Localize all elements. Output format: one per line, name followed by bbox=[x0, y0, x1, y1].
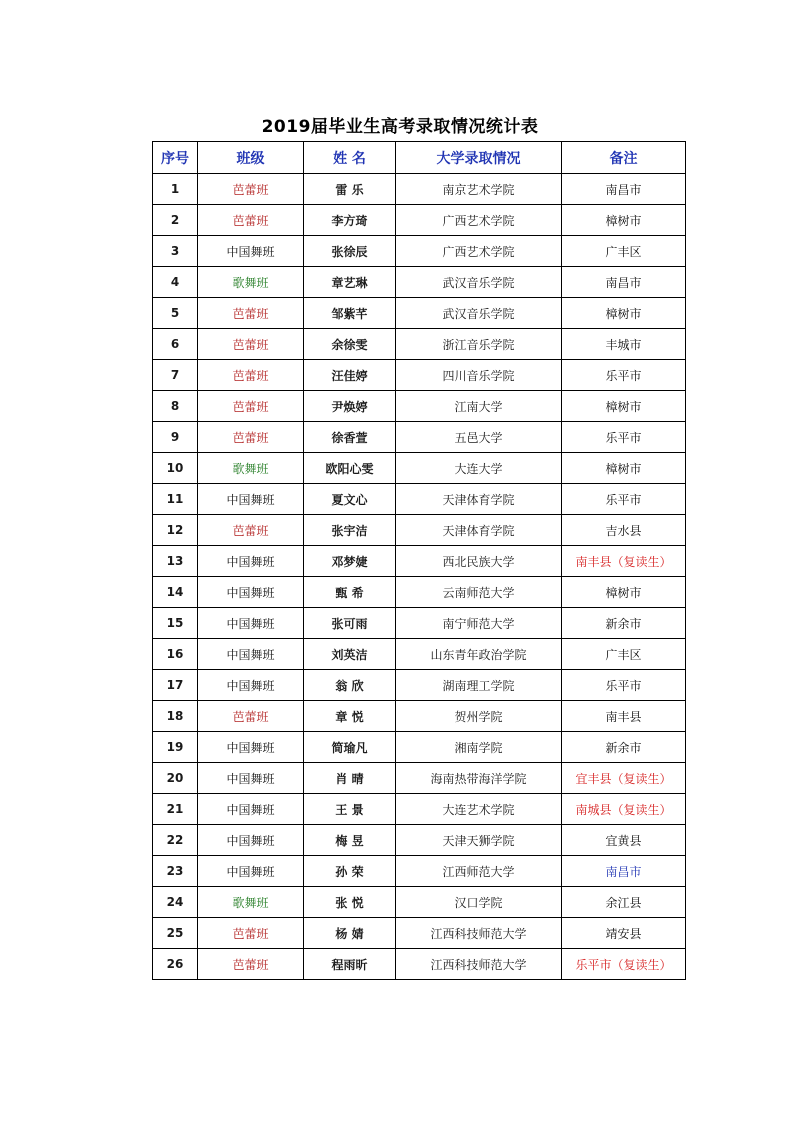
seq-cell: 15 bbox=[153, 608, 198, 639]
seq-cell: 8 bbox=[153, 391, 198, 422]
seq-cell: 18 bbox=[153, 701, 198, 732]
note-cell: 樟树市 bbox=[562, 391, 686, 422]
university-cell: 云南师范大学 bbox=[396, 577, 562, 608]
name-cell: 程雨昕 bbox=[304, 949, 396, 980]
name-cell: 张徐辰 bbox=[304, 236, 396, 267]
note-cell: 樟树市 bbox=[562, 205, 686, 236]
table-row bbox=[153, 732, 686, 763]
table-row bbox=[153, 236, 686, 267]
table-row bbox=[153, 174, 686, 205]
seq-cell: 5 bbox=[153, 298, 198, 329]
seq-cell: 11 bbox=[153, 484, 198, 515]
university-cell: 五邑大学 bbox=[396, 422, 562, 453]
note-cell: 南城县（复读生） bbox=[562, 794, 686, 825]
name-cell: 余徐雯 bbox=[304, 329, 396, 360]
university-cell: 江西师范大学 bbox=[396, 856, 562, 887]
seq-cell: 4 bbox=[153, 267, 198, 298]
university-cell: 南宁师范大学 bbox=[396, 608, 562, 639]
admission-table bbox=[152, 141, 686, 980]
university-cell: 海南热带海洋学院 bbox=[396, 763, 562, 794]
table-header-row bbox=[153, 142, 686, 174]
note-cell: 广丰区 bbox=[562, 639, 686, 670]
university-cell: 四川音乐学院 bbox=[396, 360, 562, 391]
note-cell: 吉水县 bbox=[562, 515, 686, 546]
table-row bbox=[153, 670, 686, 701]
seq-cell: 23 bbox=[153, 856, 198, 887]
seq-cell: 24 bbox=[153, 887, 198, 918]
university-cell: 大连艺术学院 bbox=[396, 794, 562, 825]
seq-cell: 25 bbox=[153, 918, 198, 949]
class-cell: 中国舞班 bbox=[198, 546, 304, 577]
university-cell: 贺州学院 bbox=[396, 701, 562, 732]
class-cell: 芭蕾班 bbox=[198, 391, 304, 422]
note-cell: 乐平市 bbox=[562, 360, 686, 391]
university-cell: 武汉音乐学院 bbox=[396, 267, 562, 298]
class-cell: 中国舞班 bbox=[198, 236, 304, 267]
class-cell: 歌舞班 bbox=[198, 453, 304, 484]
class-cell: 芭蕾班 bbox=[198, 360, 304, 391]
note-cell: 广丰区 bbox=[562, 236, 686, 267]
name-cell: 刘英洁 bbox=[304, 639, 396, 670]
name-cell: 章 悦 bbox=[304, 701, 396, 732]
name-cell: 尹焕婷 bbox=[304, 391, 396, 422]
name-cell: 王 景 bbox=[304, 794, 396, 825]
university-cell: 天津天狮学院 bbox=[396, 825, 562, 856]
seq-cell: 16 bbox=[153, 639, 198, 670]
seq-cell: 10 bbox=[153, 453, 198, 484]
note-cell: 南丰县（复读生） bbox=[562, 546, 686, 577]
seq-cell: 9 bbox=[153, 422, 198, 453]
note-cell: 乐平市 bbox=[562, 422, 686, 453]
seq-cell: 2 bbox=[153, 205, 198, 236]
note-cell: 南昌市 bbox=[562, 174, 686, 205]
university-cell: 武汉音乐学院 bbox=[396, 298, 562, 329]
class-cell: 中国舞班 bbox=[198, 608, 304, 639]
table-row bbox=[153, 949, 686, 980]
note-cell: 乐平市 bbox=[562, 670, 686, 701]
note-cell: 樟树市 bbox=[562, 298, 686, 329]
seq-cell: 22 bbox=[153, 825, 198, 856]
seq-cell: 3 bbox=[153, 236, 198, 267]
university-cell: 天津体育学院 bbox=[396, 484, 562, 515]
header-class: 班级 bbox=[198, 142, 304, 174]
university-cell: 湖南理工学院 bbox=[396, 670, 562, 701]
seq-cell: 21 bbox=[153, 794, 198, 825]
class-cell: 芭蕾班 bbox=[198, 515, 304, 546]
class-cell: 歌舞班 bbox=[198, 267, 304, 298]
class-cell: 中国舞班 bbox=[198, 670, 304, 701]
class-cell: 中国舞班 bbox=[198, 794, 304, 825]
table-row bbox=[153, 918, 686, 949]
header-university: 大学录取情况 bbox=[396, 142, 562, 174]
note-cell: 余江县 bbox=[562, 887, 686, 918]
page-title: 2019届毕业生高考录取情况统计表 bbox=[261, 117, 539, 137]
name-cell: 翁 欣 bbox=[304, 670, 396, 701]
note-cell: 樟树市 bbox=[562, 577, 686, 608]
seq-cell: 6 bbox=[153, 329, 198, 360]
seq-cell: 20 bbox=[153, 763, 198, 794]
name-cell: 章艺琳 bbox=[304, 267, 396, 298]
class-cell: 中国舞班 bbox=[198, 732, 304, 763]
table-row bbox=[153, 205, 686, 236]
class-cell: 芭蕾班 bbox=[198, 701, 304, 732]
seq-cell: 12 bbox=[153, 515, 198, 546]
university-cell: 广西艺术学院 bbox=[396, 205, 562, 236]
note-cell: 乐平市 bbox=[562, 484, 686, 515]
name-cell: 肖 晴 bbox=[304, 763, 396, 794]
note-cell: 乐平市（复读生） bbox=[562, 949, 686, 980]
class-cell: 中国舞班 bbox=[198, 577, 304, 608]
note-cell: 樟树市 bbox=[562, 453, 686, 484]
table-row bbox=[153, 639, 686, 670]
class-cell: 中国舞班 bbox=[198, 763, 304, 794]
header-note: 备注 bbox=[562, 142, 686, 174]
class-cell: 芭蕾班 bbox=[198, 949, 304, 980]
university-cell: 江西科技师范大学 bbox=[396, 918, 562, 949]
class-cell: 芭蕾班 bbox=[198, 298, 304, 329]
name-cell: 甄 希 bbox=[304, 577, 396, 608]
table-row bbox=[153, 391, 686, 422]
name-cell: 夏文心 bbox=[304, 484, 396, 515]
table-row bbox=[153, 422, 686, 453]
seq-cell: 19 bbox=[153, 732, 198, 763]
seq-cell: 26 bbox=[153, 949, 198, 980]
name-cell: 欧阳心雯 bbox=[304, 453, 396, 484]
university-cell: 天津体育学院 bbox=[396, 515, 562, 546]
table-row bbox=[153, 453, 686, 484]
class-cell: 中国舞班 bbox=[198, 484, 304, 515]
note-cell: 靖安县 bbox=[562, 918, 686, 949]
university-cell: 南京艺术学院 bbox=[396, 174, 562, 205]
table-row bbox=[153, 329, 686, 360]
university-cell: 江西科技师范大学 bbox=[396, 949, 562, 980]
class-cell: 中国舞班 bbox=[198, 856, 304, 887]
university-cell: 广西艺术学院 bbox=[396, 236, 562, 267]
name-cell: 邹紫芊 bbox=[304, 298, 396, 329]
seq-cell: 7 bbox=[153, 360, 198, 391]
table-row bbox=[153, 856, 686, 887]
note-cell: 新余市 bbox=[562, 732, 686, 763]
table-row bbox=[153, 360, 686, 391]
university-cell: 湘南学院 bbox=[396, 732, 562, 763]
university-cell: 江南大学 bbox=[396, 391, 562, 422]
name-cell: 张可雨 bbox=[304, 608, 396, 639]
note-cell: 新余市 bbox=[562, 608, 686, 639]
table-row bbox=[153, 763, 686, 794]
seq-cell: 17 bbox=[153, 670, 198, 701]
table-row bbox=[153, 298, 686, 329]
university-cell: 大连大学 bbox=[396, 453, 562, 484]
header-seq: 序号 bbox=[153, 142, 198, 174]
seq-cell: 14 bbox=[153, 577, 198, 608]
note-cell: 南昌市 bbox=[562, 856, 686, 887]
header-name: 姓 名 bbox=[304, 142, 396, 174]
name-cell: 邓梦婕 bbox=[304, 546, 396, 577]
note-cell: 南昌市 bbox=[562, 267, 686, 298]
table-row bbox=[153, 546, 686, 577]
university-cell: 浙江音乐学院 bbox=[396, 329, 562, 360]
class-cell: 芭蕾班 bbox=[198, 329, 304, 360]
table-row bbox=[153, 794, 686, 825]
table-row bbox=[153, 608, 686, 639]
table-row bbox=[153, 825, 686, 856]
note-cell: 宜黄县 bbox=[562, 825, 686, 856]
class-cell: 芭蕾班 bbox=[198, 422, 304, 453]
note-cell: 南丰县 bbox=[562, 701, 686, 732]
name-cell: 孙 荣 bbox=[304, 856, 396, 887]
class-cell: 芭蕾班 bbox=[198, 205, 304, 236]
seq-cell: 1 bbox=[153, 174, 198, 205]
note-cell: 丰城市 bbox=[562, 329, 686, 360]
name-cell: 汪佳婷 bbox=[304, 360, 396, 391]
university-cell: 汉口学院 bbox=[396, 887, 562, 918]
name-cell: 梅 昱 bbox=[304, 825, 396, 856]
class-cell: 中国舞班 bbox=[198, 825, 304, 856]
table-row bbox=[153, 267, 686, 298]
table-row bbox=[153, 887, 686, 918]
class-cell: 芭蕾班 bbox=[198, 918, 304, 949]
class-cell: 中国舞班 bbox=[198, 639, 304, 670]
name-cell: 徐香萱 bbox=[304, 422, 396, 453]
name-cell: 李方琦 bbox=[304, 205, 396, 236]
name-cell: 雷 乐 bbox=[304, 174, 396, 205]
table-row bbox=[153, 577, 686, 608]
name-cell: 张宇洁 bbox=[304, 515, 396, 546]
note-cell: 宜丰县（复读生） bbox=[562, 763, 686, 794]
university-cell: 西北民族大学 bbox=[396, 546, 562, 577]
name-cell: 简瑜凡 bbox=[304, 732, 396, 763]
name-cell: 杨 婧 bbox=[304, 918, 396, 949]
table-row bbox=[153, 701, 686, 732]
seq-cell: 13 bbox=[153, 546, 198, 577]
class-cell: 歌舞班 bbox=[198, 887, 304, 918]
university-cell: 山东青年政治学院 bbox=[396, 639, 562, 670]
table-row bbox=[153, 484, 686, 515]
name-cell: 张 悦 bbox=[304, 887, 396, 918]
class-cell: 芭蕾班 bbox=[198, 174, 304, 205]
table-row bbox=[153, 515, 686, 546]
